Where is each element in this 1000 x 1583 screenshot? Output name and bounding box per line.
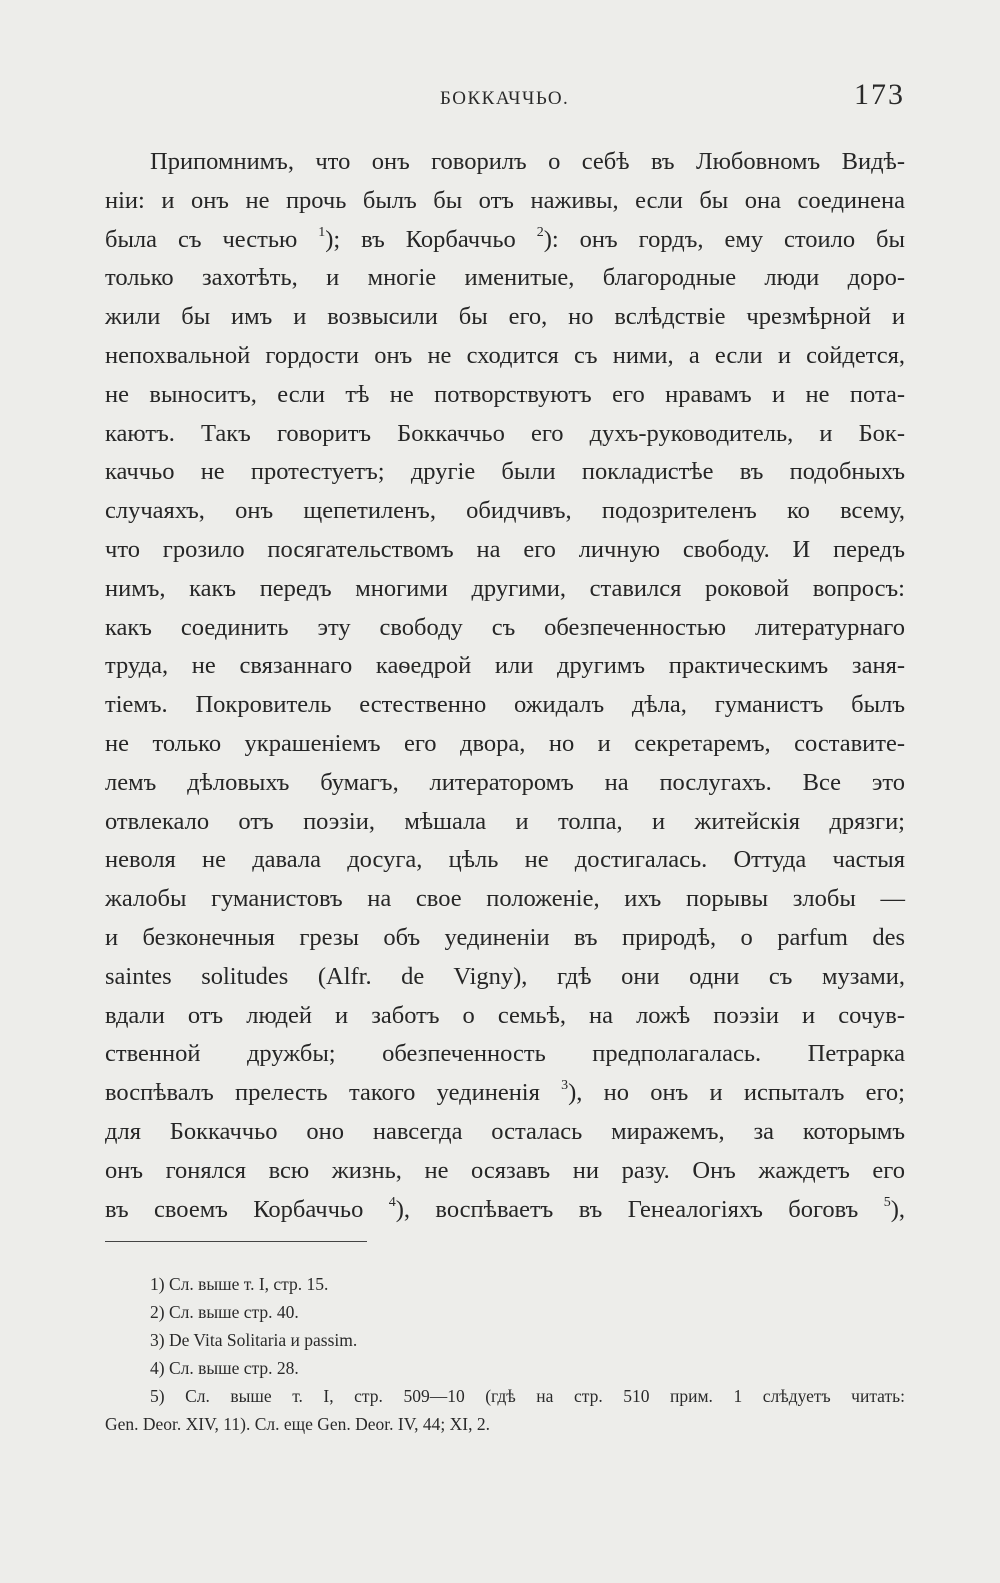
text-line: жалобы гуманистовъ на свое положенiе, ихъ порывы злобы —: [105, 885, 905, 913]
text-line: отвлекало отъ поэзiи, мѣшала и толпа, и житейскiя дрязги;: [105, 807, 905, 835]
text-line: онъ гонялся всю жизнь, не осязавъ ни разу. Онъ жаждетъ его: [105, 1156, 905, 1184]
text-line: какъ соединить эту свободу съ обезпеченностью литературнаго: [105, 613, 905, 641]
text-fragment: ): онъ гордъ, ему стоило бы: [543, 225, 905, 253]
footnote-ref: 5: [883, 1194, 891, 1210]
text-line: случаяхъ, онъ щепетиленъ, обидчивъ, подозрителенъ ко всему,: [105, 497, 905, 525]
text-line: неволя не давала досуга, цѣль не достигалась. Оттуда частыя: [105, 846, 905, 874]
text-line: труда, не связаннаго каѳедрой или другимъ практическимъ заня-: [105, 652, 905, 680]
text-line: и безконечныя грезы объ уединенiи въ природѣ, о parfum des: [105, 923, 905, 951]
text-fragment: была съ честью: [105, 225, 319, 253]
page-header: [105, 78, 905, 118]
text-line: каччьо не протестуетъ; другiе были покладистѣе въ подобныхъ: [105, 458, 905, 486]
footnote-ref: 2: [536, 224, 544, 240]
text-fragment: въ своемъ Корбаччьо: [105, 1195, 389, 1223]
footnote-ref: 1: [318, 224, 326, 240]
text-fragment: );: [325, 225, 341, 253]
text-line: [105, 1191, 905, 1230]
footnote-ref: 4: [388, 1194, 396, 1210]
text-line: лемъ дѣловыхъ бумагъ, литераторомъ на послугахъ. Все это: [105, 768, 905, 796]
text-line: непохвальной гордости онъ не сходится съ ними, а если и сойдется,: [105, 341, 905, 369]
text-line: ственной дружбы; обезпеченность предполагалась. Петрарка: [105, 1040, 905, 1068]
text-line: тiемъ. Покровитель естественно ожидалъ дѣла, гуманистъ былъ: [105, 691, 905, 719]
footnote-ref: 3: [561, 1078, 569, 1094]
footnote: 2) Сл. выше стр. 40.: [150, 1302, 299, 1322]
text-line: только захотѣть, и многiе именитые, благородные люди доро-: [105, 264, 905, 292]
page-number: 173: [854, 78, 905, 111]
footnote: 3) De Vita Solitaria и passim.: [150, 1330, 358, 1350]
text-line: нiи: и онъ не прочь былъ бы отъ наживы, если бы она соединена: [105, 186, 905, 214]
text-fragment: ), но онъ и испыталъ его;: [568, 1079, 905, 1107]
text-line: не выноситъ, если тѣ не потворствуютъ его нравамъ и не пота-: [105, 380, 905, 408]
footnotes: [105, 1270, 905, 1438]
footnote-continuation: Gen. Deor. XIV, 11). Сл. еще Gen. Deor. IV, 44; XI, 2.: [105, 1414, 490, 1434]
text-line: Припомнимъ, что онъ говорилъ о себѣ въ Любовномъ Видѣ-: [150, 148, 905, 175]
text-line: для Боккаччьо оно навсегда осталась миражемъ, за которымъ: [105, 1117, 905, 1145]
text-line: нимъ, какъ передъ многими другими, ставился роковой вопросъ:: [105, 574, 905, 602]
footnote: 1) Сл. выше т. I, стр. 15.: [150, 1274, 329, 1294]
text-line: saintes solitudes (Alfr. de Vigny), гдѣ они одни съ музами,: [105, 962, 905, 990]
footnote-divider: [105, 1241, 367, 1242]
text-fragment: ),: [890, 1195, 905, 1223]
text-fragment: въ Корбаччьо: [340, 225, 537, 253]
text-line: [105, 221, 905, 260]
text-fragment: воспѣвалъ прелесть такого уединенiя: [105, 1079, 562, 1107]
text-line: жили бы имъ и возвысили бы его, но вслѣдствiе чрезмѣрной и: [105, 303, 905, 331]
text-fragment: ), воспѣваетъ въ Генеалогiяхъ боговъ: [395, 1195, 884, 1223]
footnote: 5) Сл. выше т. I, стр. 509—10 (гдѣ на стр. 510 прим. 1 слѣдуетъ читать:: [150, 1386, 905, 1406]
running-head: БОККАЧЧЬО.: [440, 88, 570, 109]
text-line: [105, 1074, 905, 1113]
footnote: 4) Сл. выше стр. 28.: [150, 1358, 299, 1378]
text-line: что грозило посягательствомъ на его личную свободу. И передъ: [105, 535, 905, 563]
text-line: вдали отъ людей и заботъ о семьѣ, на ложѣ поэзiи и сочув-: [105, 1001, 905, 1029]
text-line: каютъ. Такъ говоритъ Боккаччьо его духъ-руководитель, и Бок-: [105, 419, 905, 447]
main-text: [105, 143, 905, 1229]
text-line: не только украшенiемъ его двора, но и секретаремъ, составите-: [105, 729, 905, 757]
